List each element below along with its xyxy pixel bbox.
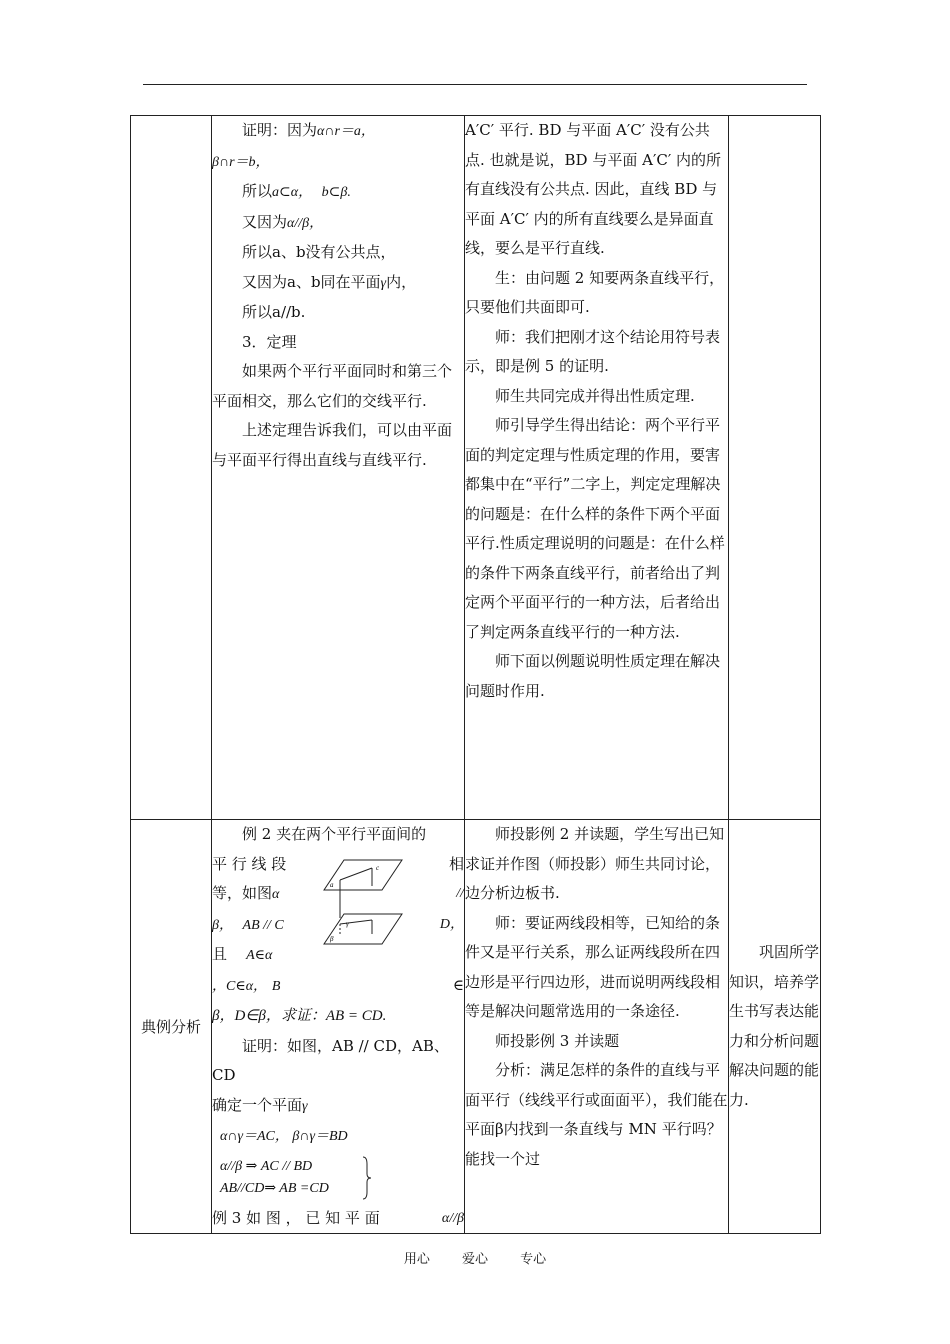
- activity-cell: [465, 820, 729, 1234]
- footer-text: 用心: [403, 1252, 430, 1267]
- proof2-line: 证明：如图，AB // CD，AB、CD: [212, 1036, 449, 1084]
- theorem-heading: 3．定理: [242, 332, 297, 351]
- example2-figure-block: [212, 850, 464, 1002]
- activity-paragraph: 生：由问题 2 知要两条直线平行，只要他们共面即可.: [465, 268, 725, 316]
- footer-text: 专心: [520, 1252, 547, 1267]
- example2-line: 等，如图α //: [212, 884, 464, 902]
- parallel-planes-figure: [322, 858, 404, 948]
- figure-label: β: [330, 934, 334, 943]
- section-label: 典例分析: [131, 820, 212, 1234]
- proof2-equation: AB//CD⇒ AB =CD: [220, 1180, 329, 1196]
- proof-line: 所以a//b.: [242, 303, 306, 321]
- proof2-implication-block: [212, 1152, 464, 1204]
- figure-label: c: [376, 863, 380, 872]
- label-cell-empty: [131, 116, 212, 820]
- example2-line: 且 A∈α: [212, 945, 273, 963]
- activity-paragraph: 分析：满足怎样的条件的直线与平面平行（线线平行或面面平），我们能在平面β内找到一条直线与 MN 平行吗？能找一个过: [465, 1061, 728, 1168]
- theorem-text: 如果两个平行平面同时和第三个平面相交，那么它们的交线平行.: [212, 362, 453, 410]
- activity-paragraph: 师投影例 2 并读题，学生写出已知求证并作图（师投影）师生共同讨论，边分析边板书.: [465, 825, 725, 902]
- example2-line: β，D∈β，求证：AB = CD.: [212, 1008, 387, 1024]
- table-row: [131, 820, 821, 1234]
- page-footer: [0, 1248, 950, 1267]
- activity-cell: [465, 116, 729, 820]
- activity-paragraph: 师生共同完成并得出性质定理.: [495, 386, 695, 405]
- proof2-equation: α∩γ＝AC， β∩γ＝BD: [220, 1129, 348, 1144]
- proof-line: 又因为a、b同在平面γ内，: [242, 272, 417, 291]
- brace-symbol: [362, 1156, 372, 1200]
- activity-paragraph: 师投影例 3 并读题: [495, 1031, 620, 1050]
- proof2-line: 确定一个平面γ: [212, 1095, 308, 1114]
- goal-cell-empty: [729, 116, 821, 820]
- activity-paragraph: 师下面以例题说明性质定理在解决问题时作用.: [465, 652, 721, 700]
- example3-line: 例 3 如 图 ， 已 知 平 面 α//β: [212, 1208, 464, 1227]
- proof2-equation: α//β ⇒ AC // BD: [220, 1158, 313, 1174]
- activity-paragraph: 师：要证两线段相等，已知给的条件又是平行关系，那么证两线段所在四边形是平行四边形，进而说明两线段相等是解决问题常选用的一条途径.: [465, 913, 721, 1020]
- activity-paragraph: 师引导学生得出结论：两个平行平面的判定定理与性质定理的作用，要害都集中在“平行”二字上，判定定理解决的问题是：在什么样的条件下两个平面平行.性质定理说明的问题是：在什么样的条件下两条直线平行，前者给出了判定两个平面平行的一种方法，后者给出了判定两条直线平行的一种方法.: [465, 416, 725, 641]
- example2-line: β， AB // C D，: [212, 916, 464, 933]
- proof-line: β∩r＝b，: [212, 154, 270, 170]
- proof-cell: [212, 116, 465, 820]
- example-cell: [212, 820, 465, 1234]
- teaching-goal: 巩固所学知识，培养学生书写表达能力和分析问题解决问题的能力.: [729, 820, 821, 1234]
- proof-line: 又因为α//β，: [242, 212, 324, 231]
- theorem-remark: 上述定理告诉我们，可以由平面与平面平行得出直线与直线平行.: [212, 421, 453, 469]
- lesson-table: [130, 115, 821, 1234]
- proof-line: 证明：因为α∩r＝a，: [242, 121, 375, 139]
- footer-text: 爱心: [461, 1252, 488, 1267]
- example2-line: ，C∈α， B ∈: [212, 975, 464, 994]
- example2-line: 平 行 线 段 相: [212, 854, 464, 873]
- header-rule: [143, 84, 807, 85]
- activity-paragraph: 师：我们把刚才这个结论用符号表示，即是例 5 的证明.: [465, 327, 721, 375]
- table-row: [131, 116, 821, 820]
- proof-line: 所以a⊂α， b⊂β.: [242, 182, 351, 200]
- activity-paragraph: A′C′ 平行. BD 与平面 A′C′ 没有公共点. 也就是说，BD 与平面 A′C′ 内的所有直线没有公共点. 因此，直线 BD 与平面 A′C′ 内的所有直线要么是异面直线，要么是平行直线.: [465, 121, 722, 257]
- figure-label: a: [330, 880, 334, 889]
- proof-line: 所以a、b没有公共点，: [242, 243, 396, 261]
- example2-line: 例 2 夹在两个平行平面间的: [242, 825, 427, 843]
- figure-label: γ: [346, 919, 349, 928]
